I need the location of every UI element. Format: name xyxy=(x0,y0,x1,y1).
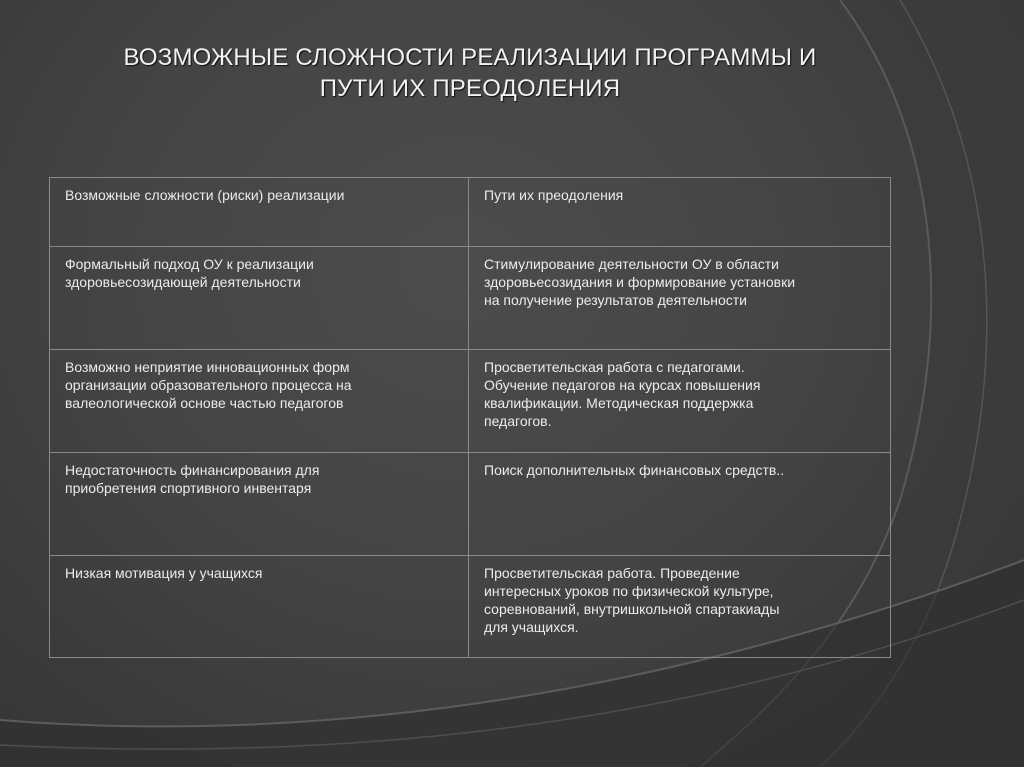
solution-cell: Просветительская работа. Проведение интересных уроков по физической культуре, соревнований, внутришкольной спартакиады для учащихся. xyxy=(469,556,891,658)
risk-cell: Формальный подход ОУ к реализации здоровьесозидающей деятельности xyxy=(50,247,469,350)
page-title-line-2: ПУТИ ИХ ПРЕОДОЛЕНИЯ xyxy=(319,75,621,102)
table-row xyxy=(50,556,891,658)
risk-cell: Возможно неприятие инновационных форм организации образовательного процесса на валеологической основе частью педагогов xyxy=(50,350,469,453)
risk-cell: Недостаточность финансирования для приобретения спортивного инвентаря xyxy=(50,453,469,556)
column-header-risks: Возможные сложности (риски) реализации xyxy=(50,178,469,247)
table-row xyxy=(50,247,891,350)
solution-cell: Просветительская работа с педагогами. Обучение педагогов на курсах повышения квалификации. Методическая поддержка педагогов. xyxy=(469,350,891,453)
page-title xyxy=(40,42,900,104)
table-row xyxy=(50,350,891,453)
solution-cell: Поиск дополнительных финансовых средств.. xyxy=(469,453,891,556)
table-row xyxy=(50,453,891,556)
page-title-line-1: ВОЗМОЖНЫЕ СЛОЖНОСТИ РЕАЛИЗАЦИИ ПРОГРАММЫ И xyxy=(123,44,817,71)
table-header-row xyxy=(50,178,891,247)
column-header-solutions: Пути их преодоления xyxy=(469,178,891,247)
risk-cell: Низкая мотивация у учащихся xyxy=(50,556,469,658)
solution-cell: Стимулирование деятельности ОУ в области здоровьесозидания и формирование установки на получение результатов деятельности xyxy=(469,247,891,350)
risks-table xyxy=(49,177,891,658)
